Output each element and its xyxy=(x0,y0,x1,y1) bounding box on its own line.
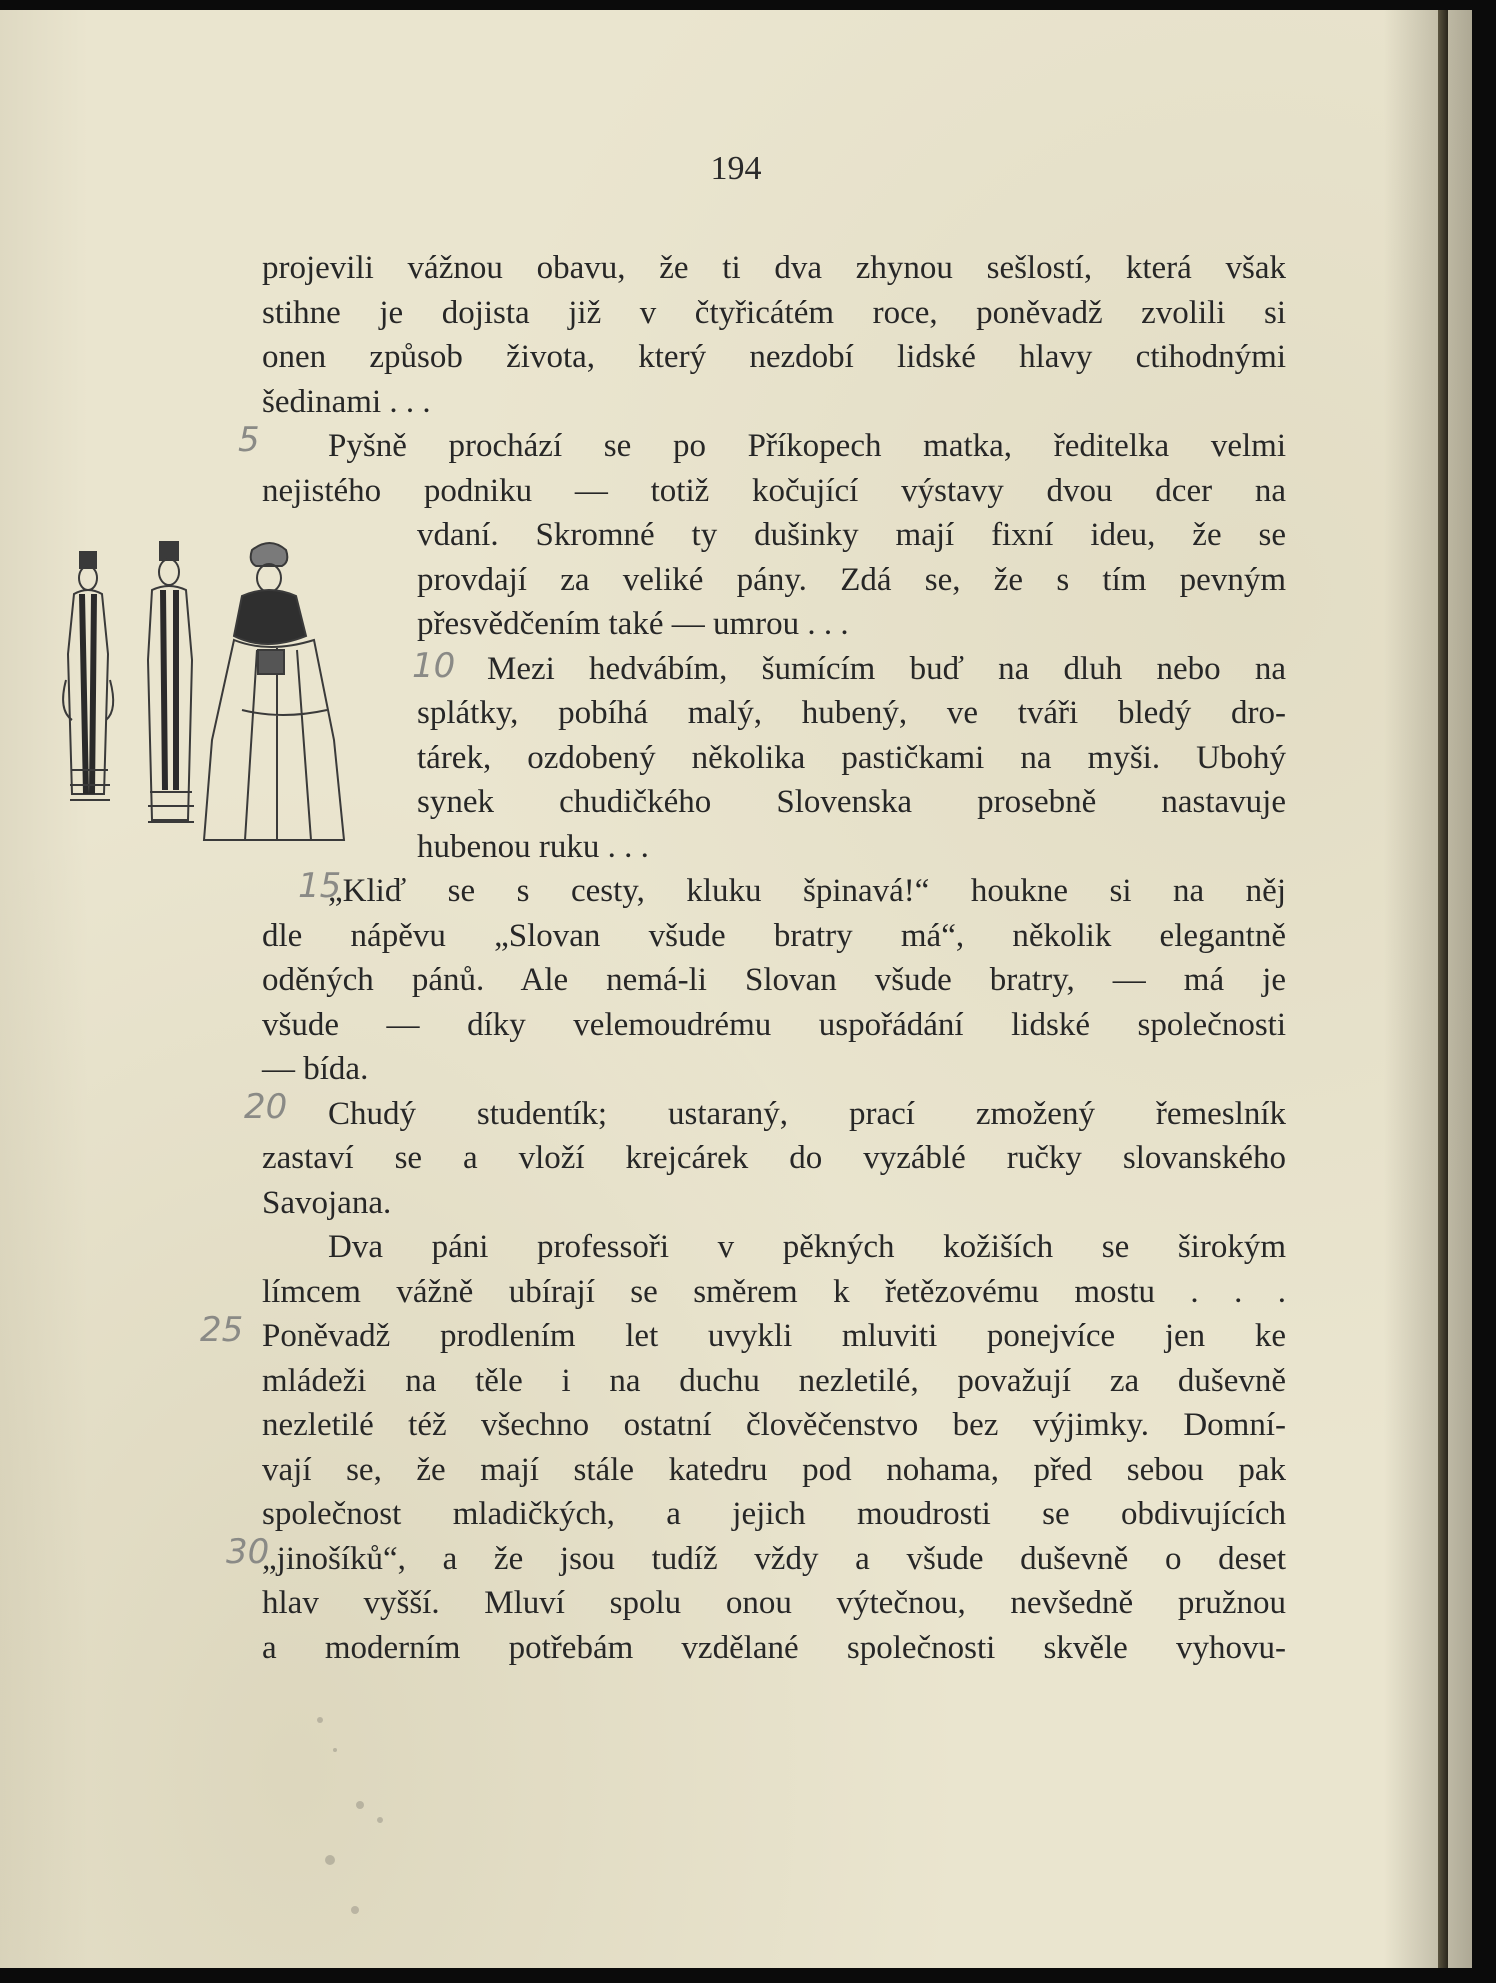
text-line: přesvědčením také — umrou . . . xyxy=(417,606,849,642)
book-page xyxy=(0,10,1472,1968)
text-line: mládeži na těle i na duchu nezletilé, považují za duševně xyxy=(262,1362,1286,1399)
text-line: nezletilé též všechno ostatní člověčenstvo bez výjimky. Domní- xyxy=(262,1407,1286,1443)
text-line: Pyšně prochází se po Příkopech matka, ředitelka velmi xyxy=(328,428,1286,464)
text-line: límcem vážně ubírají se směrem k řetězovému mostu . . . xyxy=(262,1273,1286,1310)
text-line: Savojana. xyxy=(262,1184,392,1221)
text-line: onen způsob života, který nezdobí lidské hlavy ctihodnými xyxy=(262,339,1286,375)
margin-mark-30: 30 xyxy=(226,1532,270,1572)
page-number: 194 xyxy=(710,150,762,187)
text-line: nejistého podniku — totiž kočující výstavy dvou dcer na xyxy=(262,472,1286,509)
text-line: Poněvadž prodlením let uvykli mluviti ponejvíce jen ke xyxy=(262,1318,1286,1354)
text-line: vdaní. Skromné ty dušinky mají fixní ideu, že se xyxy=(417,517,1286,553)
text-line: dle nápěvu „Slovan všude bratry má“, několik elegantně xyxy=(262,917,1286,954)
text-line: tárek, ozdobený několika pastičkami na myši. Ubohý xyxy=(417,739,1286,776)
book-spine xyxy=(1438,10,1448,1968)
text-line: zastaví se a vloží krejcárek do vyzáblé ručky slovanského xyxy=(262,1140,1286,1176)
margin-mark-20: 20 xyxy=(244,1087,288,1127)
text-line: všude — díky velemoudrému uspořádání lidské společnosti xyxy=(262,1006,1286,1043)
margin-mark-5: 5 xyxy=(238,420,260,460)
text-line: šedinami . . . xyxy=(262,383,431,420)
margin-mark-25: 25 xyxy=(200,1310,244,1350)
text-line: hubenou ruku . . . xyxy=(417,828,649,865)
text-line: stihne je dojista již v čtyřicátém roce, poněvadž zvolili si xyxy=(262,294,1286,331)
text-line: vají se, že mají stále katedru pod nohama, před sebou pak xyxy=(262,1451,1286,1488)
text-line: synek chudičkého Slovenska prosebně nastavuje xyxy=(417,784,1286,820)
smudge-marks xyxy=(300,1710,420,1940)
text-line: Dva páni professoři v pěkných kožiších se širokým xyxy=(328,1229,1286,1265)
text-line: a moderním potřebám vzdělané společnosti skvěle vyhovu- xyxy=(262,1629,1286,1666)
text-line: provdají za veliké pány. Zdá se, že s tím pevným xyxy=(417,561,1286,598)
text-line: „Kliď se s cesty, kluku špinavá!“ houkne si na něj xyxy=(328,873,1286,909)
text-line: oděných pánů. Ale nemá-li Slovan všude bratry, — má je xyxy=(262,962,1286,998)
text-line: — bída. xyxy=(262,1051,369,1087)
text-line: společnost mladičkých, a jejich moudrosti se obdivujících xyxy=(262,1496,1286,1532)
text-line: Mezi hedvábím, šumícím buď na dluh nebo na xyxy=(487,650,1286,687)
text-line: „jinošíků“, a že jsou tudíž vždy a všude duševně o deset xyxy=(262,1540,1286,1577)
margin-mark-10: 10 xyxy=(412,646,456,686)
text-line: projevili vážnou obavu, že ti dva zhynou sešlostí, která však xyxy=(262,250,1286,286)
margin-mark-15: 15 xyxy=(298,866,342,906)
text-line: hlav vyšší. Mluví spolu onou výtečnou, nevšedně pružnou xyxy=(262,1585,1286,1621)
text-line: Chudý studentík; ustaraný, prací zmožený řemeslník xyxy=(328,1095,1286,1132)
text-line: splátky, pobíhá malý, hubený, ve tváři bledý dro- xyxy=(417,695,1286,731)
body-text xyxy=(262,246,1286,1670)
